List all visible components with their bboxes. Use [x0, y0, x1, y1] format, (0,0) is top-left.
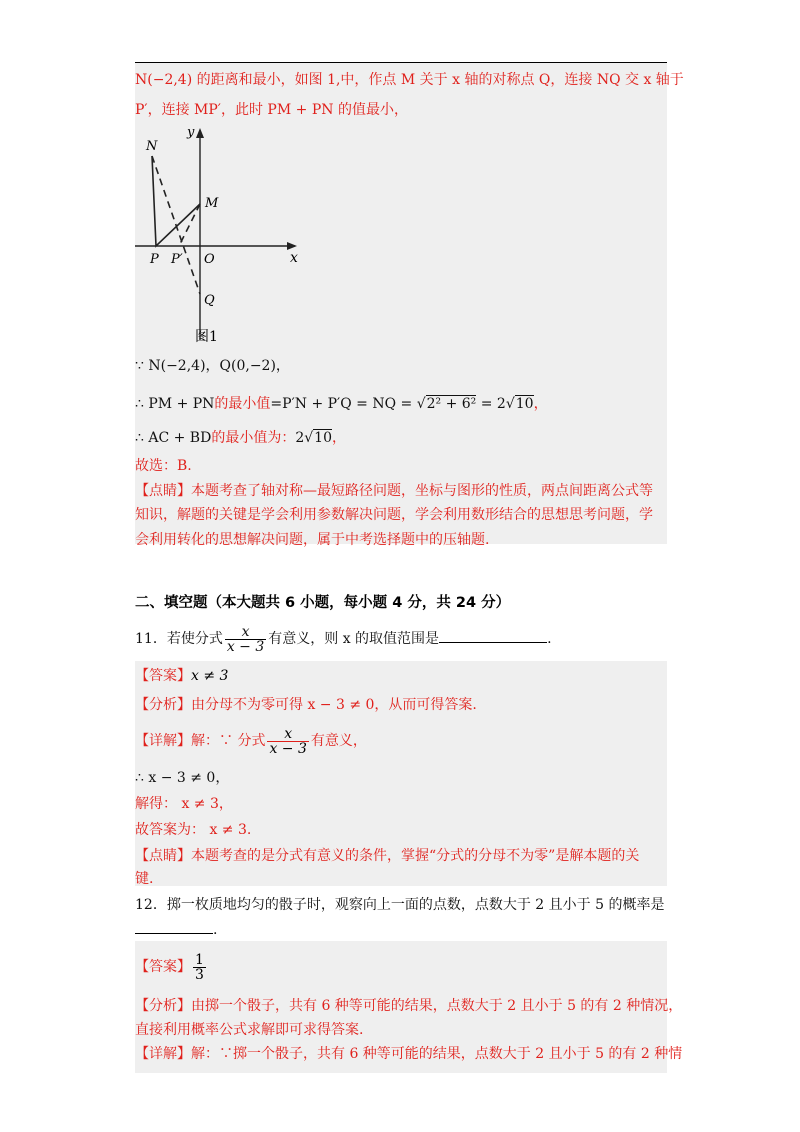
therefore-2-root: 10: [314, 430, 332, 446]
q12-answer-blank: [135, 933, 213, 934]
comment-line-3: 会利用转化的思想解决问题，属于中考选择题中的压轴题.: [135, 532, 490, 548]
q12-text-end: .: [213, 922, 218, 938]
q11-answer: x ≠ 3: [191, 668, 229, 684]
q11-text-end: .: [547, 631, 552, 647]
label-m: M: [205, 196, 219, 211]
q12-text: 掷一枚质地均匀的骰子时，观察向上一面的点数，点数大于 2 且小于 5 的概率是: [166, 897, 665, 913]
y-axis-arrow: [196, 128, 204, 138]
comment-label: 【点睛】: [135, 483, 191, 499]
q11-detail-line: [135, 726, 367, 756]
therefore-1-d: = 2: [476, 396, 506, 412]
dashed-mp-prime: [179, 204, 200, 246]
therefore-1-root: 2² + 6²: [426, 396, 477, 412]
q11-comment-text-1: 本题考查的是分式有意义的条件，掌握“分式的分母不为零”是解本题的关: [191, 848, 640, 864]
q11-detail-frac-den: x − 3: [269, 740, 307, 757]
therefore-2-a: ∴ AC + BD: [135, 430, 212, 446]
therefore-line-1: ∴ PM + PN的最小值=P′N + P′Q = NQ = √2² + 6² = 2√10，: [135, 396, 548, 412]
q12-answer-fraction: [193, 953, 206, 982]
q12-answer-num: 1: [195, 951, 204, 968]
q12-analysis-line-1: [135, 996, 682, 1016]
q11-comment-label: 【点睛】: [135, 848, 191, 864]
q12-answer-line: [135, 950, 208, 984]
q12-analysis-line-2: 直接利用概率公式求解即可求得答案.: [135, 1022, 364, 1038]
q11-question: [135, 624, 552, 654]
comment-text-1: 本题考查了轴对称—最短路径问题，坐标与图形的性质，两点间距离公式等: [191, 483, 653, 499]
label-x: x: [290, 250, 298, 266]
q11-detail-b: 有意义，: [310, 733, 367, 749]
therefore-1-root2: 10: [515, 396, 534, 412]
figure-caption: 图1: [195, 329, 218, 344]
therefore-1-b: 的最小值: [214, 396, 271, 412]
q11-answer-blank: [439, 642, 547, 643]
dashed-nq: [152, 156, 200, 294]
solution-line-2: P′，连接 MP′，此时 PM + PN 的值最小，: [135, 102, 408, 118]
solution-line-1: N(−2,4) 的距离和最小，如图 1,中，作点 M 关于 x 轴的对称点 Q，连接 NQ 交 x 轴于: [135, 72, 684, 88]
coordinate-diagram: [135, 126, 301, 344]
label-o: O: [204, 252, 215, 267]
q11-detail-fraction: [267, 727, 308, 756]
label-p-prime: P′: [171, 252, 183, 267]
choice-line: 故选：B.: [135, 458, 192, 474]
q12-answer-label: 【答案】: [135, 959, 191, 975]
q11-analysis-line: [135, 695, 477, 715]
q11-comment-line-1: [135, 846, 639, 866]
therefore-2-end: ，: [332, 430, 346, 446]
figure-1: [135, 126, 301, 344]
q12-detail: 解：∵掷一个骰子，共有 6 种等可能的结果，点数大于 2 且小于 5 的有 2 种情: [191, 1046, 683, 1062]
q12-answer-den: 3: [195, 966, 204, 983]
therefore-1-c: =P′N + P′Q = NQ =: [270, 396, 417, 412]
label-q: Q: [204, 293, 215, 308]
q11-number: 11．: [135, 631, 167, 647]
q11-detail-frac-num: x: [267, 727, 308, 742]
label-n: N: [146, 139, 158, 154]
x-axis-arrow: [287, 242, 297, 250]
because-line: ∵ N(−2,4)，Q(0,−2)，: [135, 358, 290, 374]
therefore-line-2: ∴ AC + BD的最小值为：2√10，: [135, 430, 346, 446]
label-p: P: [150, 252, 159, 267]
q11-step-1: ∴ x − 3 ≠ 0，: [135, 770, 230, 786]
therefore-1-end: ，: [533, 396, 548, 412]
q11-frac-den: x − 3: [226, 638, 265, 655]
q11-text-b: 有意义，则 x 的取值范围是: [268, 631, 440, 647]
therefore-1-a: ∴ PM + PN: [135, 396, 215, 412]
q12-detail-label: 【详解】: [135, 1046, 191, 1062]
comment-line-2: 知识，解题的关键是学会利用参数解决问题，学会利用数形结合的思想思考问题，学: [135, 507, 653, 523]
q12-question-line-2: [135, 920, 217, 940]
q11-detail-a: 解：∵ 分式: [191, 733, 266, 749]
q12-question-line-1: [135, 895, 664, 915]
therefore-2-c: 2: [295, 430, 305, 446]
q11-answer-label: 【答案】: [135, 668, 191, 684]
q11-answer-line: [135, 666, 228, 686]
q12-detail-line: [135, 1044, 682, 1064]
label-y: y: [187, 126, 195, 140]
q11-fraction: [225, 625, 266, 654]
therefore-2-b: 的最小值为：: [211, 430, 296, 446]
q11-frac-num: x: [225, 625, 266, 640]
q12-number: 12．: [135, 897, 167, 913]
q11-detail-label: 【详解】: [135, 733, 191, 749]
section-heading: 二、填空题（本大题共 6 小题，每小题 4 分，共 24 分）: [135, 595, 511, 611]
q12-analysis-text-1: 由掷一个骰子，共有 6 种等可能的结果，点数大于 2 且小于 5 的有 2 种情况，: [191, 998, 683, 1014]
q11-analysis-label: 【分析】: [135, 697, 191, 713]
q12-analysis-label: 【分析】: [135, 998, 191, 1014]
q11-text-a: 若使分式: [166, 631, 223, 647]
q11-comment-line-2: 键.: [135, 871, 154, 887]
path-npm: [152, 156, 200, 246]
q11-step-2: 解得： x ≠ 3，: [135, 796, 233, 812]
q11-step-3: 故答案为： x ≠ 3.: [135, 822, 252, 838]
q11-analysis: 由分母不为零可得 x − 3 ≠ 0，从而可得答案.: [191, 697, 477, 713]
comment-line-1: [135, 481, 653, 501]
